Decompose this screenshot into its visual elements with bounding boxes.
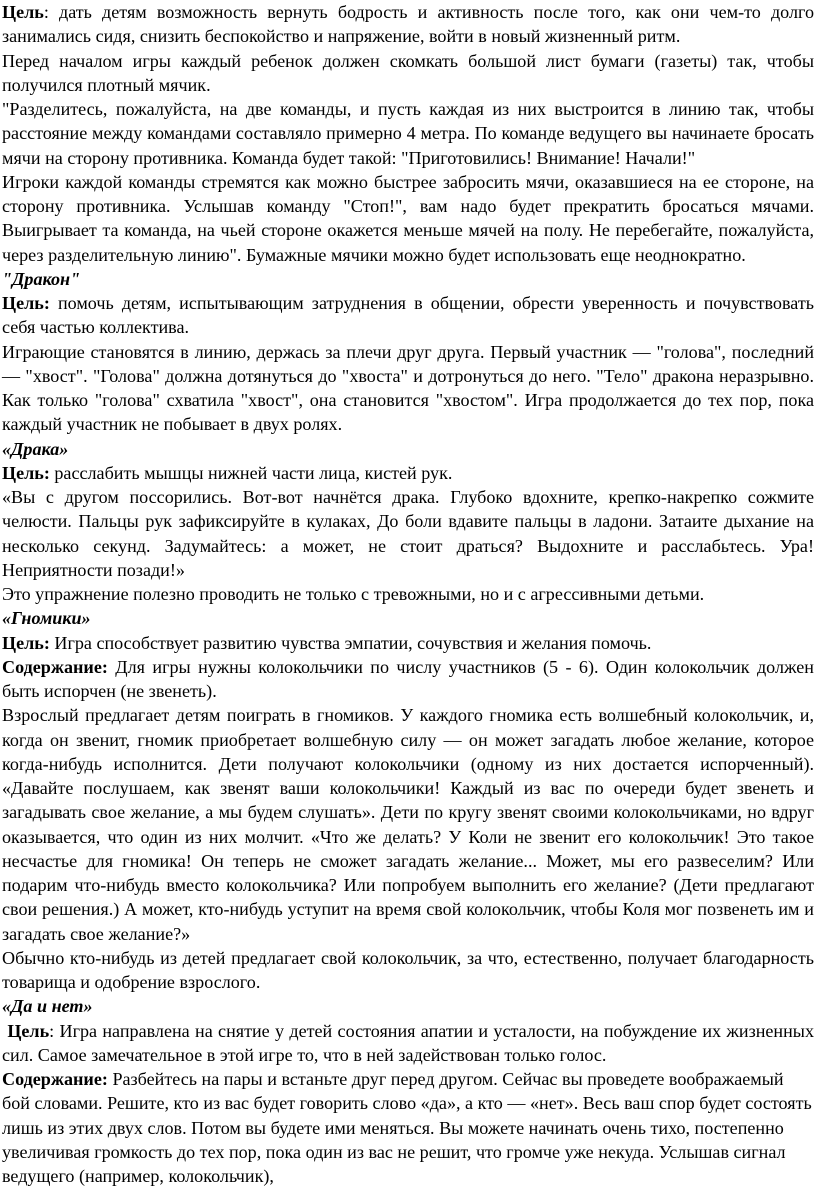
dragon-paragraph-1: Играющие становятся в линию, держась за плечи друг друга. Первый участник — "голова", последний — "хвост". "Голова" должна дотянуться до "хвоста" и дотронуться до него. "Тело" дракона неразрывно. Как только "голова" схватила "хвост", она становится "хвостом". Игра продолжается до тех пор, пока каждый участник не побывает в двух ролях. <box>2 341 814 435</box>
fight-title: «Драка» <box>2 438 69 459</box>
intro-paragraph-1: Перед началом игры каждый ребенок должен скомкать большой лист бумаги (газеты) так, чтобы получился плотный мячик. <box>2 50 814 95</box>
gnomes-paragraph-1: Взрослый предлагает детям поиграть в гномиков. У каждого гномика есть волшебный колокольчик, и, когда он звенит, гномик приобретает волшебную силу — он может загадать любое желание, которое когда-нибудь исполнится. Дети получают колокольчики (одному из них достается испорченный). «Давайте послушаем, как звенят ваши колокольчики! Каждый из вас по очереди будет звенеть и загадывать свое желание, а мы будем слушать». Дети по кругу звенят своими колокольчиками, но вдруг оказывается, что один из них молчит. «Что же делать? У Коли не звенит его колокольчик! Это такое несчастье для гномика! Он теперь не сможет загадать желание... Может, мы его развеселим? Или подарим что-нибудь вместо колокольчика? Или попробуем выполнить его желание? (Дети предлагают свои решения.) А может, кто-нибудь уступит на время свой колокольчик, чтобы Коля мог позвенеть им и загадать свое желание?» <box>2 705 814 944</box>
goal-label: Цель <box>2 2 44 22</box>
yesno-title: «Да и нет» <box>2 996 93 1017</box>
fight-paragraph-2: Это упражнение полезно проводить не только с тревожными, но и с агрессивными детьми. <box>2 584 705 604</box>
content-text: Разбейтесь на пары и встаньте друг перед другом. Сейчас вы проведете воображаемый бой словами. Решите, кто из вас будет говорить слово «да», а кто — «нет». Весь ваш спор будет состоять лишь из этих двух слов. Потом вы будете ими меняться. Вы можете начинать очень тихо, постепенно увеличивая громкость до тех пор, пока один из вас не решит, что громче уже некуда. Услышав сигнал ведущего (например, колокольчик), <box>2 1069 812 1186</box>
goal-text: : дать детям возможность вернуть бодрость и активность после того, как они чем-то долго занимались сидя, снизить беспокойство и напряжение, войти в новый жизненный ритм. <box>2 2 814 47</box>
fight-paragraph-1: «Вы с другом поссорились. Вот-вот начнётся драка. Глубоко вдохните, крепко-накрепко сожмите челюсти. Пальцы рук зафиксируйте в кулаках, До боли вдавите пальцы в ладони. Затаите дыхание на несколько секунд. Задумайтесь: а может, не стоит драться? Выдохните и расслабьтесь. Ура! Неприятности позади!» <box>2 487 814 580</box>
dragon-title: "Дракон" <box>2 268 81 289</box>
goal-label: Цель: <box>2 293 50 313</box>
gnomes-paragraph-2: Обычно кто-нибудь из детей предлагает свой колокольчик, за что, естественно, получает благодарность товарища и одобрение взрослого. <box>2 947 814 992</box>
intro-paragraph-3: Игроки каждой команды стремятся как можно быстрее забросить мячи, оказавшиеся на ее стороне, на сторону противника. Услышав команду "Стоп!", вам надо будет прекратить бросаться мячами. Выигрывает та команда, на чьей стороне окажется меньше мячей на полу. Не перебегайте, пожалуйста, через разделительную линию". Бумажные мячики можно будет использовать еще неоднократно. <box>2 171 814 265</box>
yesno-content-paragraph <box>2 1067 814 1188</box>
goal-text: помочь детям, испытывающим затруднения в общении, обрести уверенность и почувствовать себя частью коллектива. <box>2 293 814 338</box>
yesno-goal-paragraph <box>2 1019 814 1068</box>
intro-paragraph-2: "Разделитесь, пожалуйста, на две команды, и пусть каждая из них выстроится в линию так, чтобы расстояние между командами составляло примерно 4 метра. По команде ведущего вы начинаете бросать мячи на сторону противника. Команда будет такой: "Приготовились! Внимание! Начали!" <box>2 99 814 168</box>
goal-label: Цель: <box>2 462 50 483</box>
goal-label: Цель: <box>2 632 50 653</box>
dragon-goal-paragraph <box>2 291 814 340</box>
fight-goal-paragraph <box>2 461 814 485</box>
content-label: Содержание: <box>2 656 108 677</box>
gnomes-goal-paragraph <box>2 631 814 655</box>
goal-label: Цель <box>7 1020 50 1041</box>
intro-goal-paragraph <box>2 0 814 49</box>
content-text: Для игры нужны колокольчики по числу участников (5 - 6). Один колокольчик должен быть испорчен (не звенеть). <box>2 656 814 701</box>
gnomes-title: «Гномики» <box>2 608 91 629</box>
content-label: Содержание: <box>2 1069 108 1089</box>
gnomes-content-paragraph <box>2 655 814 704</box>
goal-text: : Игра направлена на снятие у детей состояния апатии и усталости, на побуждение их жизненных сил. Самое замечательное в этой игре то, что в ней задействован только голос. <box>2 1020 815 1065</box>
goal-text: расслабить мышцы нижней части лица, кистей рук. <box>49 462 453 483</box>
goal-text: Игра способствует развитию чувства эмпатии, сочувствия и желания помочь. <box>49 632 652 653</box>
